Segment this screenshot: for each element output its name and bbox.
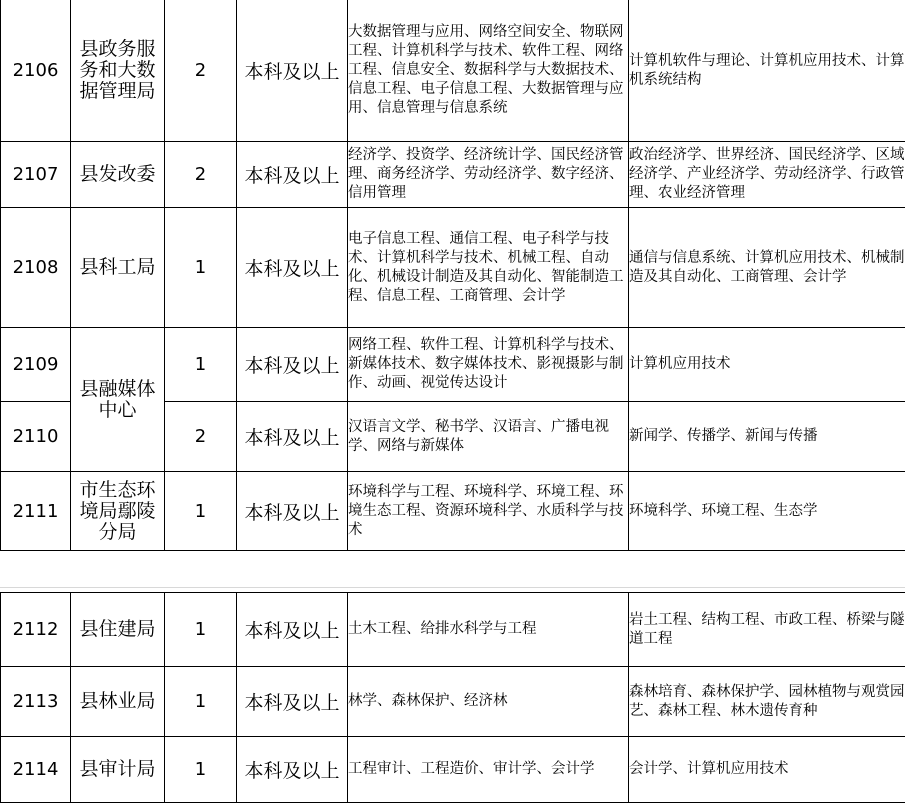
unit-name: 县融媒体中心: [71, 328, 165, 472]
table-row: [1, 472, 905, 551]
hire-count: 1: [165, 737, 237, 803]
graduate-majors: 计算机软件与理论、计算机应用技术、计算机系统结构: [629, 0, 905, 142]
undergrad-majors: 环境科学与工程、环境科学、环境工程、环境生态工程、资源环境科学、水质科学与技术: [348, 472, 629, 551]
hire-count: 1: [165, 328, 237, 402]
graduate-majors: 新闻学、传播学、新闻与传播: [629, 402, 905, 472]
position-code: 2108: [1, 208, 71, 328]
hire-count: 2: [165, 402, 237, 472]
graduate-majors: 通信与信息系统、计算机应用技术、机械制造及其自动化、工商管理、会计学: [629, 208, 905, 328]
hire-count: 1: [165, 208, 237, 328]
page-break-divider: [0, 587, 905, 588]
education-level: 本科及以上: [237, 328, 348, 402]
graduate-majors: 计算机应用技术: [629, 328, 905, 402]
position-code: 2113: [1, 667, 71, 737]
undergrad-majors: 汉语言文学、秘书学、汉语言、广播电视学、网络与新媒体: [348, 402, 629, 472]
undergrad-majors: 电子信息工程、通信工程、电子科学与技术、计算机科学与技术、机械工程、自动化、机械设计制造及其自动化、智能制造工程、信息工程、工商管理、会计学: [348, 208, 629, 328]
position-code: 2112: [1, 593, 71, 667]
hire-count: 2: [165, 142, 237, 208]
education-level: 本科及以上: [237, 667, 348, 737]
unit-name: 市生态环境局鄢陵分局: [71, 472, 165, 551]
education-level: 本科及以上: [237, 402, 348, 472]
position-code: 2107: [1, 142, 71, 208]
table-row: [1, 737, 905, 803]
education-level: 本科及以上: [237, 0, 348, 142]
hire-count: 2: [165, 0, 237, 142]
position-code: 2106: [1, 0, 71, 142]
hire-count: 1: [165, 667, 237, 737]
table-row: [1, 328, 905, 402]
unit-name: 县住建局: [71, 593, 165, 667]
graduate-majors: 森林培育、森林保护学、园林植物与观赏园艺、森林工程、林木遗传育种: [629, 667, 905, 737]
graduate-majors: 政治经济学、世界经济、国民经济学、区域经济学、产业经济学、劳动经济学、行政管理、农业经济管理: [629, 142, 905, 208]
graduate-majors: 岩土工程、结构工程、市政工程、桥梁与隧道工程: [629, 593, 905, 667]
undergrad-majors: 经济学、投资学、经济统计学、国民经济管理、商务经济学、劳动经济学、数字经济、信用管理: [348, 142, 629, 208]
unit-name: 县科工局: [71, 208, 165, 328]
hire-count: 1: [165, 593, 237, 667]
recruitment-table-lower: [0, 592, 905, 803]
undergrad-majors: 林学、森林保护、经济林: [348, 667, 629, 737]
undergrad-majors: 土木工程、给排水科学与工程: [348, 593, 629, 667]
unit-name: 县审计局: [71, 737, 165, 803]
table-row: [1, 208, 905, 328]
education-level: 本科及以上: [237, 737, 348, 803]
undergrad-majors: 网络工程、软件工程、计算机科学与技术、新媒体技术、数字媒体技术、影视摄影与制作、动画、视觉传达设计: [348, 328, 629, 402]
table-row: [1, 142, 905, 208]
unit-name: 县发改委: [71, 142, 165, 208]
position-code: 2109: [1, 328, 71, 402]
hire-count: 1: [165, 472, 237, 551]
education-level: 本科及以上: [237, 208, 348, 328]
undergrad-majors: 大数据管理与应用、网络空间安全、物联网工程、计算机科学与技术、软件工程、网络工程、信息安全、数据科学与大数据技术、信息工程、电子信息工程、大数据管理与应用、信息管理与信息系统: [348, 0, 629, 142]
graduate-majors: 环境科学、环境工程、生态学: [629, 472, 905, 551]
position-code: 2114: [1, 737, 71, 803]
table-row: [1, 593, 905, 667]
position-code: 2111: [1, 472, 71, 551]
unit-name: 县政务服务和大数据管理局: [71, 0, 165, 142]
position-code: 2110: [1, 402, 71, 472]
table-row: [1, 667, 905, 737]
unit-name: 县林业局: [71, 667, 165, 737]
education-level: 本科及以上: [237, 593, 348, 667]
education-level: 本科及以上: [237, 142, 348, 208]
graduate-majors: 会计学、计算机应用技术: [629, 737, 905, 803]
table-row: [1, 0, 905, 142]
undergrad-majors: 工程审计、工程造价、审计学、会计学: [348, 737, 629, 803]
education-level: 本科及以上: [237, 472, 348, 551]
